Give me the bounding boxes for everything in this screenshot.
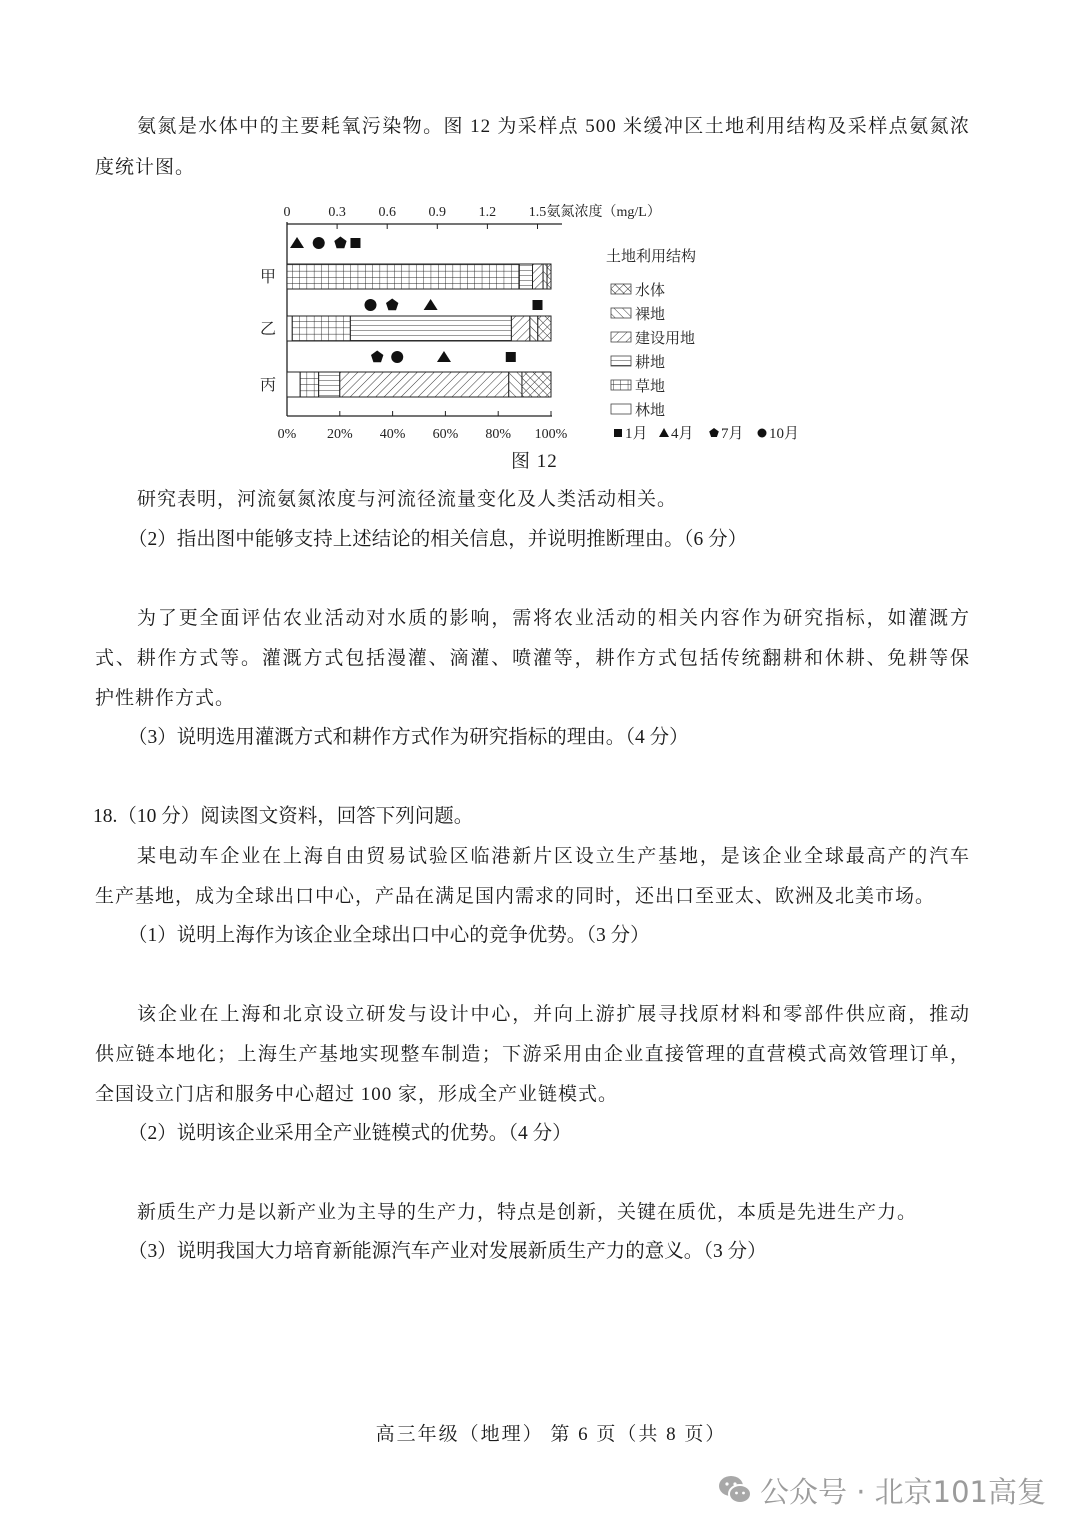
legend-swatch-4 (611, 308, 631, 318)
top-tick-label: 1.2 (478, 205, 497, 220)
question-18-header: 18.（10 分）阅读图文资料，回答下列问题。 (93, 806, 474, 827)
paragraph-line: 式、耕作方式等。灌溉方式包括漫灌、滴灌、喷灌等，耕作方式包括传统翻耕和休耕、免耕等保 (95, 648, 970, 669)
legend-label: 草地 (635, 379, 666, 395)
top-tick-label: 0 (283, 205, 291, 220)
paragraph-line: 供应链本地化；上海生产基地实现整车制造；下游采用由企业直接管理的直营模式高效管理订单， (95, 1044, 970, 1065)
figure-12-chart (0, 190, 1080, 480)
bottom-tick-label: 100% (534, 427, 568, 442)
question-18-1: （1）说明上海作为该企业全球出口中心的竞争优势。（3 分） (128, 925, 650, 946)
watermark-text: 公众号 · 北京101高复 (760, 1474, 1047, 1509)
marker-pentagon-2 (371, 351, 383, 363)
bottom-tick-label: 80% (485, 427, 512, 442)
legend-marker-square (614, 429, 622, 437)
paragraph-line: 为了更全面评估农业活动对水质的影响，需将农业活动的相关内容作为研究指标，如灌溉方 (137, 608, 970, 629)
legend-swatch-0 (611, 404, 631, 414)
paragraph-line: 全国设立门店和服务中心超过 100 家，形成全产业链模式。 (95, 1084, 619, 1105)
legend-month-label: 10月 (769, 426, 800, 442)
bar-segment-0-1 (287, 264, 519, 289)
bar-segment-1-1 (292, 316, 350, 341)
legend-title: 土地利用结构 (606, 249, 697, 265)
marker-square-1 (533, 300, 543, 310)
bar-segment-1-0 (287, 316, 292, 341)
bottom-tick-label: 20% (326, 427, 353, 442)
bar-segment-1-5 (538, 316, 551, 341)
category-label: 乙 (259, 321, 277, 338)
bar-segment-2-1 (300, 372, 318, 397)
legend-label: 水体 (635, 283, 666, 299)
question-17-3: （3）说明选用灌溉方式和耕作方式作为研究指标的理由。（4 分） (128, 727, 689, 748)
category-label: 丙 (259, 377, 277, 394)
paragraph-line: 某电动车企业在上海自由贸易试验区临港新片区设立生产基地，是该企业全球最高产的汽车 (137, 846, 970, 867)
legend-label: 裸地 (635, 307, 666, 323)
bar-segment-2-3 (340, 372, 509, 397)
legend-label: 耕地 (635, 355, 666, 371)
marker-circle-0 (313, 237, 325, 249)
legend-label: 林地 (635, 403, 666, 419)
legend-swatch-2 (611, 356, 631, 366)
paragraph-line: 护性耕作方式。 (95, 688, 236, 709)
legend-month-label: 1月 (625, 426, 648, 442)
top-tick-label: 0.9 (428, 205, 447, 220)
legend-swatch-3 (611, 332, 631, 342)
bar-segment-0-2 (519, 264, 532, 289)
top-tick-label: 0.6 (378, 205, 396, 220)
legend-label: 建设用地 (635, 331, 696, 347)
legend-month-label: 7月 (721, 426, 744, 442)
bar-segment-0-5 (547, 264, 551, 289)
marker-circle-1 (365, 299, 377, 311)
marker-circle-2 (391, 351, 403, 363)
question-18-2: （2）说明该企业采用全产业链模式的优势。（4 分） (128, 1123, 572, 1144)
bar-segment-2-2 (319, 372, 340, 397)
question-18-3: （3）说明我国大力培育新能源汽车产业对发展新质生产力的意义。（3 分） (128, 1241, 767, 1262)
top-tick-label: 1.5 (528, 205, 547, 220)
marker-triangle-0 (290, 237, 304, 248)
bar-segment-1-3 (511, 316, 529, 341)
bar-segment-2-0 (287, 372, 300, 397)
paragraph-line: 该企业在上海和北京设立研发与设计中心，并向上游扩展寻找原材料和零部件供应商，推动 (137, 1004, 970, 1025)
legend-marker-pentagon (709, 428, 719, 437)
marker-square-0 (350, 238, 360, 248)
research-statement: 研究表明，河流氨氮浓度与河流径流量变化及人类活动相关。 (137, 489, 678, 510)
legend-swatch-1 (611, 380, 631, 390)
legend-swatch-5 (611, 284, 631, 294)
intro-line-1: 氨氮是水体中的主要耗氧污染物。图 12 为采样点 500 米缓冲区土地利用结构及采样点氨氮浓 (137, 116, 970, 137)
figure-caption: 图 12 (511, 451, 558, 472)
top-axis-label: 氨氮浓度（mg/L） (546, 205, 661, 220)
watermark (718, 1470, 1046, 1510)
bar-segment-0-3 (533, 264, 544, 289)
top-tick-label: 0.3 (328, 205, 346, 220)
marker-square-2 (506, 352, 516, 362)
bottom-tick-label: 40% (379, 427, 406, 442)
bar-segment-1-2 (350, 316, 511, 341)
category-label: 甲 (259, 269, 277, 286)
bar-segment-1-4 (530, 316, 538, 341)
bar-segment-2-5 (522, 372, 551, 397)
legend-marker-triangle (659, 428, 669, 437)
marker-triangle-2 (437, 351, 451, 362)
bottom-tick-label: 0% (277, 427, 297, 442)
paragraph-line: 生产基地，成为全球出口中心，产品在满足国内需求的同时，还出口至亚太、欧洲及北美市场。 (95, 886, 936, 907)
intro-line-2: 度统计图。 (95, 157, 196, 178)
paragraph-line: 新质生产力是以新产业为主导的生产力，特点是创新，关键在质优，本质是先进生产力。 (137, 1202, 918, 1223)
legend-month-label: 4月 (671, 426, 694, 442)
marker-triangle-1 (424, 299, 438, 310)
legend-marker-circle (758, 429, 767, 438)
wechat-icon (718, 1474, 752, 1506)
bar-segment-0-4 (543, 264, 547, 289)
page-footer: 高三年级（地理） 第 6 页（共 8 页） (375, 1424, 727, 1445)
marker-pentagon-0 (334, 237, 346, 249)
question-17-2: （2）指出图中能够支持上述结论的相关信息，并说明推断理由。（6 分） (128, 529, 748, 550)
marker-pentagon-1 (386, 299, 398, 311)
bottom-tick-label: 60% (432, 427, 459, 442)
bar-segment-2-4 (509, 372, 522, 397)
